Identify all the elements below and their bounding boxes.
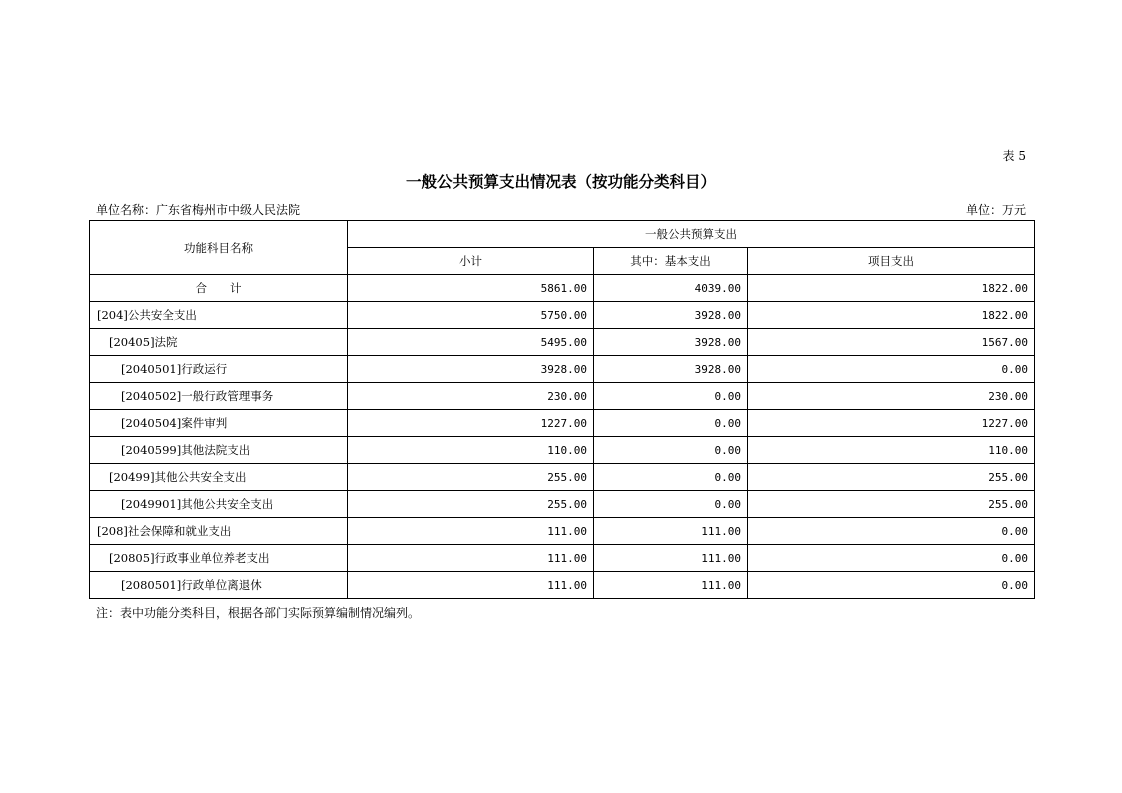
row-function-name: [20499]其他公共安全支出 xyxy=(90,464,348,491)
budget-expenditure-table xyxy=(89,220,1035,599)
row-basic-value: 111.00 xyxy=(594,572,748,599)
row-basic-value: 0.00 xyxy=(594,383,748,410)
header-row-1 xyxy=(90,221,1035,248)
row-function-name: [20805]行政事业单位养老支出 xyxy=(90,545,348,572)
table-row xyxy=(90,329,1035,356)
table-row xyxy=(90,410,1035,437)
row-function-name: [2040501]行政运行 xyxy=(90,356,348,383)
row-basic-value: 0.00 xyxy=(594,410,748,437)
row-basic-value: 0.00 xyxy=(594,491,748,518)
document-title: 一般公共预算支出情况表（按功能分类科目） xyxy=(405,173,716,191)
table-row xyxy=(90,356,1035,383)
table-row xyxy=(90,302,1035,329)
row-project-value: 1822.00 xyxy=(748,275,1035,302)
row-project-value: 0.00 xyxy=(748,572,1035,599)
row-basic-value: 0.00 xyxy=(594,437,748,464)
table-body xyxy=(90,275,1035,599)
table-row xyxy=(90,491,1035,518)
row-basic-value: 3928.00 xyxy=(594,329,748,356)
row-subtotal-value: 5750.00 xyxy=(348,302,594,329)
row-subtotal-value: 255.00 xyxy=(348,491,594,518)
row-subtotal-value: 255.00 xyxy=(348,464,594,491)
row-subtotal-value: 5495.00 xyxy=(348,329,594,356)
row-project-value: 230.00 xyxy=(748,383,1035,410)
footnote: 注：表中功能分类科目，根据各部门实际预算编制情况编列。 xyxy=(96,606,421,620)
row-subtotal-value: 1227.00 xyxy=(348,410,594,437)
table-row xyxy=(90,464,1035,491)
table-row xyxy=(90,545,1035,572)
row-subtotal-value: 5861.00 xyxy=(348,275,594,302)
table-row xyxy=(90,572,1035,599)
row-function-name: [2040504]案件审判 xyxy=(90,410,348,437)
row-project-value: 0.00 xyxy=(748,545,1035,572)
header-project-expenditure: 项目支出 xyxy=(748,248,1035,275)
row-function-name: [208]社会保障和就业支出 xyxy=(90,518,348,545)
header-subtotal: 小计 xyxy=(348,248,594,275)
row-basic-value: 111.00 xyxy=(594,545,748,572)
table-row xyxy=(90,275,1035,302)
row-subtotal-value: 110.00 xyxy=(348,437,594,464)
row-basic-value: 0.00 xyxy=(594,464,748,491)
row-subtotal-value: 111.00 xyxy=(348,572,594,599)
row-function-name: [2080501]行政单位离退休 xyxy=(90,572,348,599)
table-number: 表 5 xyxy=(1002,149,1026,163)
row-project-value: 1227.00 xyxy=(748,410,1035,437)
row-project-value: 0.00 xyxy=(748,518,1035,545)
row-basic-value: 3928.00 xyxy=(594,302,748,329)
row-project-value: 255.00 xyxy=(748,464,1035,491)
table-row xyxy=(90,437,1035,464)
row-subtotal-value: 230.00 xyxy=(348,383,594,410)
row-function-name: [20405]法院 xyxy=(90,329,348,356)
row-basic-value: 4039.00 xyxy=(594,275,748,302)
row-subtotal-value: 111.00 xyxy=(348,518,594,545)
row-function-name: [2049901]其他公共安全支出 xyxy=(90,491,348,518)
row-function-name: [2040599]其他法院支出 xyxy=(90,437,348,464)
row-project-value: 1822.00 xyxy=(748,302,1035,329)
header-general-budget: 一般公共预算支出 xyxy=(348,221,1035,248)
row-project-value: 255.00 xyxy=(748,491,1035,518)
row-subtotal-value: 111.00 xyxy=(348,545,594,572)
currency-unit: 单位：万元 xyxy=(965,203,1026,217)
table-row xyxy=(90,518,1035,545)
row-project-value: 0.00 xyxy=(748,356,1035,383)
unit-name: 单位名称：广东省梅州市中级人民法院 xyxy=(96,203,301,217)
header-basic-expenditure: 其中：基本支出 xyxy=(594,248,748,275)
row-basic-value: 3928.00 xyxy=(594,356,748,383)
row-project-value: 1567.00 xyxy=(748,329,1035,356)
row-function-name: 合 计 xyxy=(90,275,348,302)
row-subtotal-value: 3928.00 xyxy=(348,356,594,383)
table-row xyxy=(90,383,1035,410)
row-function-name: [2040502]一般行政管理事务 xyxy=(90,383,348,410)
row-project-value: 110.00 xyxy=(748,437,1035,464)
row-function-name: [204]公共安全支出 xyxy=(90,302,348,329)
header-function-name: 功能科目名称 xyxy=(90,221,348,275)
row-basic-value: 111.00 xyxy=(594,518,748,545)
